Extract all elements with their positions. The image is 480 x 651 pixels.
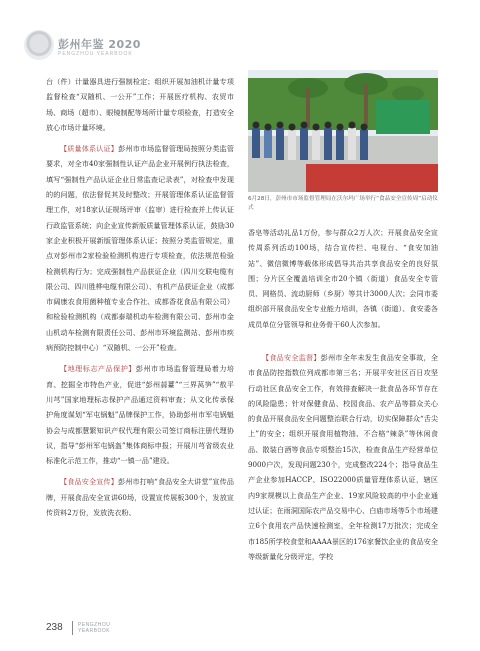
section-body: 彭州市市场监督管理局按照分类监管要求，对全市40家强制性认证产品企业开展例行执法检查，填写“强制性产品认证企业日常监查记录表”，对检查中发现的的问题，依法督促其及时整改；开展管理体系认证监督管理工作，对18家认证规场评审（监审）进行检查并上传认证行政监管系统；向企业宣传新版质量管理体系认证，鼓励30家企业积极开展新版管理体系认证；按照分类监管规定，重点对彭州市2家检验检测机构进行专项检查，依法规范检验检测机构行为；完成强制性产品获证企业（四川交联电缆有限公司、四川胜桦电缆有限公司）、有机产品获证企业（成都市阔康农食用菌种植专业合作社、成都香花食品有限公司）和检验检测机构（成都泰瑞机动车检测有限公司、彭州市金山机动车检测有限责任公司、彭州市环境监测站、彭州市疾病预防控制中心）“双随机、一公开”检查。 — [46, 144, 235, 353]
footer-brand-line1: PENGZHOU — [78, 622, 111, 628]
intro-paragraph: 台（件）计量器具进行强制检定；组织开展加油机计量专项监督检查“双随机、一公开”工作；开展医疗机构、农贸市场、商场（超市）、眼镜制配等场所计量专项检查，打造安全放心市场计量环境。 — [46, 77, 234, 132]
section-tag: 【食品安全监督】 — [262, 353, 321, 362]
footer-brand-line2: YEARBOOK — [78, 628, 111, 634]
continuation-paragraph: 香皂等活动礼品1万份，参与群众2万人次；开展食品安全宣传周系列活动100场，结合宣传栏、电视台、“食安加油站”、微信微博等载体形成倡导共治共享食品安全的良好氛围；分片区全覆盖培训全市20个镇（街道）食品安全专管员、网格员、流动厨师（乡厨）等共计3000人次；会同市委组织部开展食品安全专业能力培训，各镇（街道）、食安委各成员单位分管领导和业务骨干60人次参加。 — [248, 228, 438, 329]
section-body: 彭州市打响“食品安全大讲堂”宣传品牌，开展食品安全宣讲60场，设置宣传展板300个，发放宣传资料2万份，发放洗衣粉、 — [46, 477, 234, 518]
event-banner — [376, 100, 430, 134]
section-quality-certification — [46, 141, 234, 355]
running-header-subtitle: PENGZHOU YEARBOOK — [58, 51, 133, 57]
right-text-column-bottom — [248, 350, 438, 564]
section-body: 彭州市市场监督管理局着力培育、挖掘全市特色产业，促进“彭州蒜薹”“三界莴笋”“敖平川芎”国家地理标志保护产品通过资料审查；从文化传承保护角度谋划“军屯锅魁”品牌保护工作，协助彭州市军屯锅魁协会与成都慧繁知识产权代理有限公司签订商标注册代理协议，指导“彭州军屯锅盔”集体商标申报；开展川芎省级农业标准化示范工作，推动“一镇一品”建设。 — [46, 364, 235, 466]
section-tag: 【质量体系认证】 — [60, 144, 119, 154]
section-food-safety-supervision — [248, 350, 438, 564]
footer-brand — [78, 622, 110, 634]
palm-tree — [392, 86, 424, 102]
event-photo-illustration — [248, 70, 438, 192]
right-text-column-top — [248, 225, 438, 332]
section-food-safety-promotion — [46, 474, 234, 520]
palm-trunk — [306, 88, 310, 128]
left-text-column — [46, 74, 234, 520]
red-carpet — [306, 164, 438, 192]
running-header-title: 彭州年鉴 2020 — [58, 38, 141, 51]
section-body: 彭州市全年未发生食品安全事故，全市食品防控指数位列成都市第三名；开展平安社区百日攻坚行动社区食品安全工作，有效排查解决一批食品各环节存在的风险隐患；针对保健食品、校园食品、农产品等群众关心的食品开展食品安全问题整治联合行动，切实保障群众“舌尖上”的安全；组织开展食用植物油、不合格“辣条”等休闲食品、散装白酒等食品专项整治15次，检查食品生产经营单位9000户次，发现问题230个，完成整改224个；指导食品生产企业参加HACCP、ISO22000质量管理体系认证，辖区内9家规模以上食品生产企业、19家风险较高的中小企业通过认证；在雨洞国际农产品交易中心、白庙市场等5个市场建立6个食用农产品快速检测室，全年检测17万批次；完成全市185所学校食堂和AAAA景区的176家餐饮企业的食品安全等级新量化分级评定，学校 — [248, 353, 438, 561]
event-photo — [248, 70, 438, 192]
footer-divider — [72, 621, 73, 635]
page-number: 238 — [46, 622, 63, 633]
section-tag: 【食品安全宣传】 — [60, 477, 118, 487]
photo-caption: 6月28日，彭州市市场监督管理局在沃尔玛广场举行“食品安全宣传周”启动仪式 — [248, 196, 438, 211]
section-tag: 【地理标志产品保护】 — [60, 364, 136, 374]
yearbook-seal-logo — [24, 30, 54, 60]
palm-trunk — [364, 84, 368, 128]
section-geographic-indication — [46, 361, 234, 468]
